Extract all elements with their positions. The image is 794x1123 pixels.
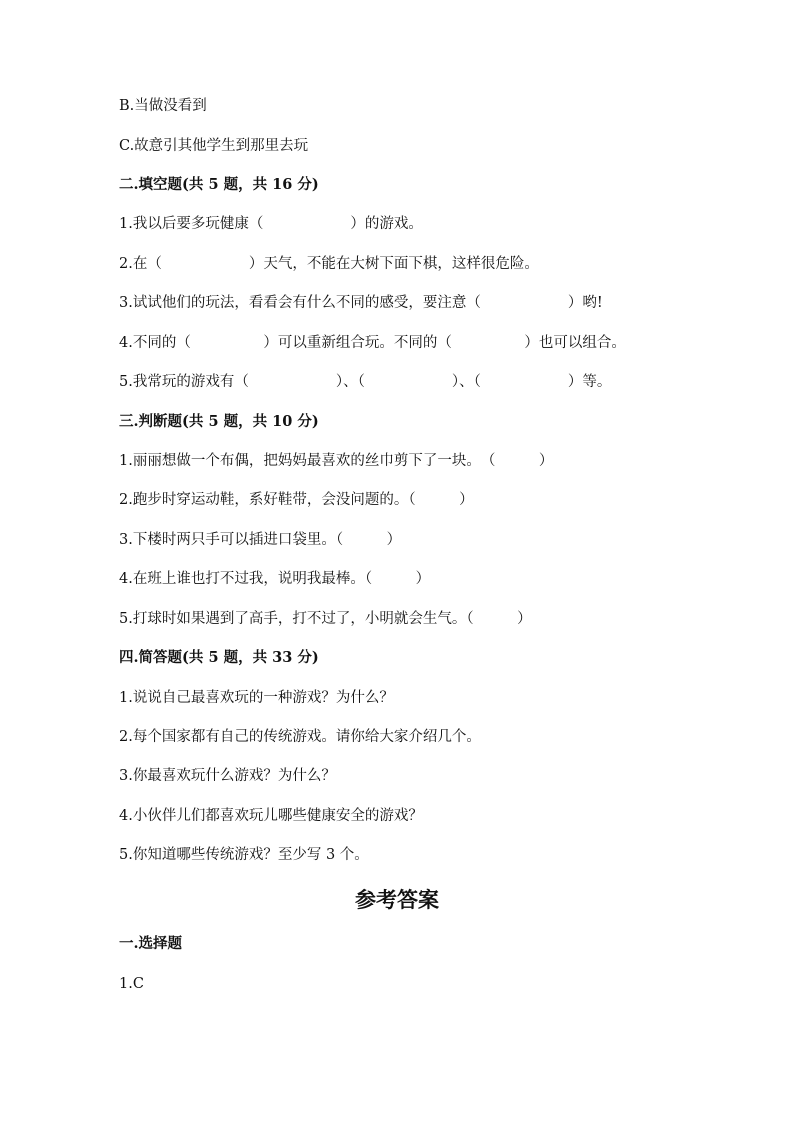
short-question-2: 2.每个国家都有自己的传统游戏。请你给大家介绍几个。 [119,729,481,745]
fill-question-3: 3.试试他们的玩法，看看会有什么不同的感受，要注意（ ）哟! [119,295,603,311]
short-question-3: 3.你最喜欢玩什么游戏？为什么？ [119,768,336,784]
short-question-4: 4.小伙伴儿们都喜欢玩儿哪些健康安全的游戏？ [119,808,423,824]
judge-question-3: 3.下楼时两只手可以插进口袋里。（ ） [119,532,402,548]
judge-question-2: 2.跑步时穿运动鞋，系好鞋带，会没问题的。（ ） [119,492,474,508]
judge-question-5: 5.打球时如果遇到了高手，打不过了，小明就会生气。（ ） [119,611,532,627]
fill-question-4: 4.不同的（ ）可以重新组合玩。不同的（ ）也可以组合。 [119,335,626,351]
judge-question-4: 4.在班上谁也打不过我，说明我最棒。（ ） [119,571,431,587]
fill-question-1: 1.我以后要多玩健康（ ）的游戏。 [119,216,423,232]
short-question-1: 1.说说自己最喜欢玩的一种游戏？为什么？ [119,690,394,706]
option-b: B.当做没看到 [119,98,207,114]
fill-question-2: 2.在（ ）天气，不能在大树下面下棋，这样很危险。 [119,256,539,272]
answer-section-heading: 一.选择题 [119,935,183,952]
option-c: C.故意引其他学生到那里去玩 [119,138,309,154]
fill-question-5: 5.我常玩的游戏有（ ）、（ ）、（ ）等。 [119,374,612,390]
short-answer-heading: 四.简答题(共 5 题，共 33 分) [119,649,319,666]
answer-1: 1.C [119,976,144,992]
fill-section-heading: 二.填空题(共 5 题，共 16 分) [119,176,319,193]
short-question-5: 5.你知道哪些传统游戏？至少写 3 个。 [119,847,369,863]
judge-section-heading: 三.判断题(共 5 题，共 10 分) [119,413,319,430]
judge-question-1: 1.丽丽想做一个布偶，把妈妈最喜欢的丝巾剪下了一块。 （ ） [119,453,554,469]
answer-key-title: 参考答案 [355,887,439,912]
